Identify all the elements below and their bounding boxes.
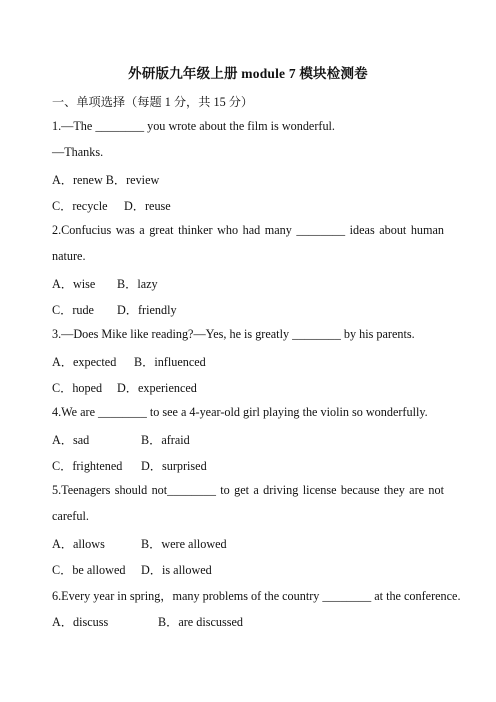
question-3-option-d: D．experienced — [117, 381, 197, 395]
question-1-stem: 1.—The ________ you wrote about the film is wonderful. — [52, 119, 335, 133]
question-1-option-ab: A．renew B．review — [52, 173, 160, 187]
question-2-stem-cont: nature. — [52, 249, 86, 263]
question-6-option-b: B．are discussed — [158, 615, 243, 629]
question-1-option-c: C．recycle — [52, 199, 108, 213]
question-3-option-c: C．hoped — [52, 381, 103, 395]
question-5-option-b: B．were allowed — [141, 537, 227, 551]
question-5-stem-cont: careful. — [52, 509, 89, 523]
question-3-stem: 3.—Does Mike like reading?—Yes, he is greatly ________ by his parents. — [52, 327, 415, 341]
question-5-option-d: D．is allowed — [141, 563, 212, 577]
question-1-stem-cont: —Thanks. — [52, 145, 104, 159]
question-1-option-d: D．reuse — [124, 199, 171, 213]
question-3-option-a: A．expected — [52, 355, 117, 369]
question-4-option-b: B．afraid — [141, 433, 190, 447]
question-4-stem: 4.We are ________ to see a 4-year-old girl playing the violin so wonderfully. — [52, 405, 428, 419]
question-5-option-a: A．allows — [52, 537, 105, 551]
question-6-option-a: A．discuss — [52, 615, 109, 629]
question-5-option-c: C．be allowed — [52, 563, 126, 577]
question-3-option-b: B．influenced — [134, 355, 206, 369]
page-title: 外研版九年级上册 module 7 模块检测卷 — [128, 66, 368, 81]
question-2-stem: 2.Confucius was a great thinker who had many ________ ideas about human — [52, 223, 444, 237]
section-heading: 一、单项选择（每题 1 分，共 15 分） — [52, 95, 254, 109]
question-2-option-b: B．lazy — [117, 277, 158, 291]
question-2-option-d: D．friendly — [117, 303, 177, 317]
question-2-option-c: C．rude — [52, 303, 94, 317]
question-4-option-d: D．surprised — [141, 459, 207, 473]
question-2-option-a: A．wise — [52, 277, 96, 291]
question-6-stem: 6.Every year in spring，many problems of the country ________ at the conference. — [52, 589, 461, 603]
question-5-stem: 5.Teenagers should not________ to get a driving license because they are not — [52, 483, 444, 497]
question-4-option-a: A．sad — [52, 433, 90, 447]
question-4-option-c: C．frightened — [52, 459, 123, 473]
